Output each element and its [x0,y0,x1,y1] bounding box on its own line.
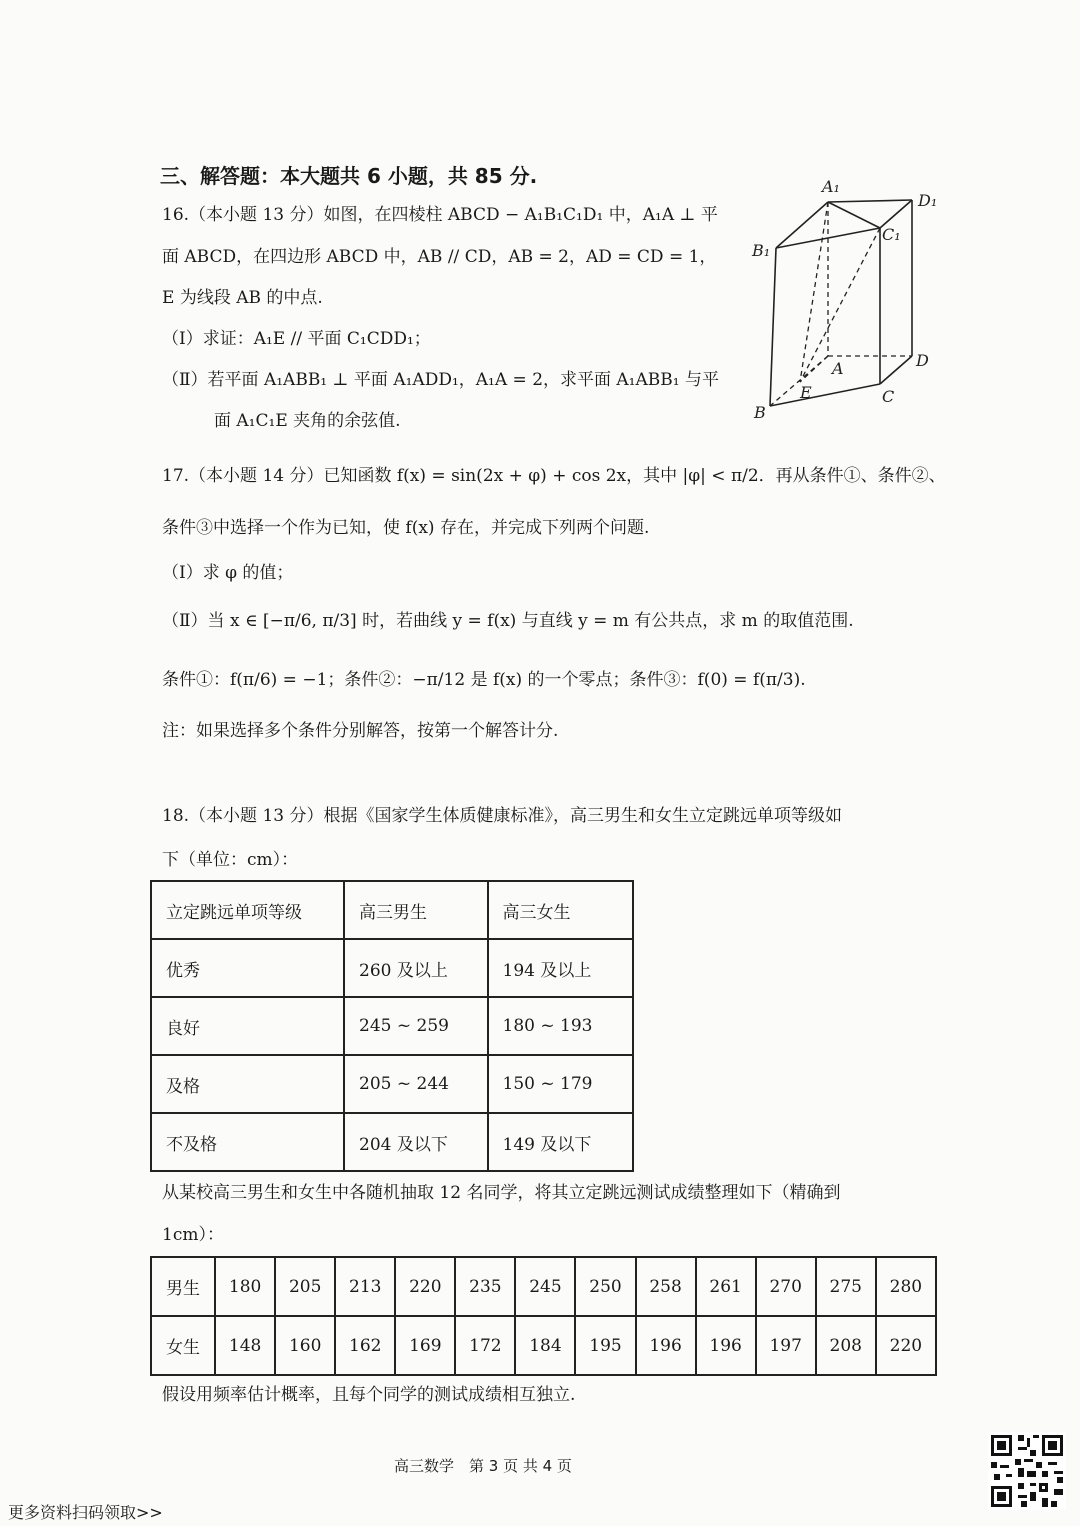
score-cell: 258 [636,1257,696,1316]
table-row [151,997,633,1055]
score-cell: 169 [395,1316,455,1375]
table-cell: 194 及以上 [488,939,633,997]
table-row [151,1055,633,1113]
q16-part-1: （Ⅰ）求证：A₁E // 平面 C₁CDD₁； [162,329,431,349]
q17-part-2: （Ⅱ）当 x ∈ [−π/6, π/3] 时，若曲线 y = f(x) 与直线 y = m 有公共点，求 m 的取值范围. [162,611,854,631]
score-cell: 220 [395,1257,455,1316]
table-cell: 205 ~ 244 [344,1055,487,1113]
row-label: 女生 [151,1316,215,1375]
q16-line-2: 面 ABCD，在四边形 ABCD 中，AB // CD，AB = 2，AD = CD = 1， [162,247,717,267]
score-cell: 148 [215,1316,275,1375]
label-A1: A₁ [822,177,840,196]
table-cell: 245 ~ 259 [344,997,487,1055]
score-cell: 280 [876,1257,936,1316]
score-cell: 235 [455,1257,515,1316]
table-header: 高三女生 [488,881,633,939]
score-cell: 180 [215,1257,275,1316]
score-cell: 261 [696,1257,756,1316]
label-B: B [754,403,766,422]
table-header: 立定跳远单项等级 [151,881,344,939]
q17-line-1: 17.（本小题 14 分）已知函数 f(x) = sin(2x + φ) + cos 2x，其中 |φ| < π/2．再从条件①、条件②、 [162,466,946,486]
prism-figure [748,172,948,428]
score-cell: 172 [455,1316,515,1375]
score-cell: 197 [756,1316,816,1375]
score-cell: 196 [636,1316,696,1375]
q16-part-2b: 面 A₁C₁E 夹角的余弦值. [214,411,401,431]
q18-line-1: 18.（本小题 13 分）根据《国家学生体质健康标准》，高三男生和女生立定跳远单项等级如 [162,806,842,826]
qr-code-icon[interactable] [988,1432,1066,1510]
scores-table [150,1256,937,1376]
table-cell: 150 ~ 179 [488,1055,633,1113]
label-D: D [916,351,929,370]
table-cell: 149 及以下 [488,1113,633,1171]
standard-table [150,880,634,1172]
label-D1: D₁ [918,191,938,210]
q17-part-1: （Ⅰ）求 φ 的值； [162,563,294,583]
row-label: 男生 [151,1257,215,1316]
score-cell: 250 [575,1257,635,1316]
score-cell: 245 [515,1257,575,1316]
score-cell: 275 [816,1257,876,1316]
table-cell: 不及格 [151,1113,344,1171]
q17-conditions: 条件①：f(π/6) = −1；条件②：−π/12 是 f(x) 的一个零点；条件③：f(0) = f(π/3). [162,670,806,690]
score-cell: 270 [756,1257,816,1316]
table-header: 高三男生 [344,881,487,939]
section-title: 三、解答题：本大题共 6 小题，共 85 分. [160,164,538,188]
table-cell: 良好 [151,997,344,1055]
table-cell: 180 ~ 193 [488,997,633,1055]
score-cell: 162 [335,1316,395,1375]
table-row [151,1113,633,1171]
table-cell: 及格 [151,1055,344,1113]
q16-part-2a: （Ⅱ）若平面 A₁ABB₁ ⊥ 平面 A₁ADD₁，A₁A = 2，求平面 A₁ABB₁ 与平 [162,370,719,390]
page-footer: 高三数学 第 3 页 共 4 页 [394,1457,572,1475]
q18-line-5: 假设用频率估计概率，且每个同学的测试成绩相互独立. [162,1385,576,1405]
table-cell: 优秀 [151,939,344,997]
table-row-boys [151,1257,936,1316]
label-E: E [800,383,812,402]
table-row-girls [151,1316,936,1375]
table-row [151,939,633,997]
more-resources-link[interactable]: 更多资料扫码领取>> [8,1503,163,1522]
q18-line-3: 从某校高三男生和女生中各随机抽取 12 名同学，将其立定跳远测试成绩整理如下（精确到 [162,1183,841,1203]
score-cell: 220 [876,1316,936,1375]
label-C: C [882,387,895,406]
table-cell: 260 及以上 [344,939,487,997]
score-cell: 160 [275,1316,335,1375]
score-cell: 184 [515,1316,575,1375]
score-cell: 205 [275,1257,335,1316]
table-header-row [151,881,633,939]
score-cell: 213 [335,1257,395,1316]
label-A: A [832,359,844,378]
label-B1: B₁ [752,241,771,260]
q17-line-2: 条件③中选择一个作为已知，使 f(x) 存在，并完成下列两个问题. [162,518,650,538]
score-cell: 196 [696,1316,756,1375]
q18-line-4: 1cm）： [162,1225,224,1245]
label-C1: C₁ [882,225,901,244]
q18-line-2: 下（单位：cm）： [162,850,299,870]
q17-note: 注：如果选择多个条件分别解答，按第一个解答计分. [162,721,559,741]
table-cell: 204 及以下 [344,1113,487,1171]
score-cell: 208 [816,1316,876,1375]
q16-line-1: 16.（本小题 13 分）如图，在四棱柱 ABCD − A₁B₁C₁D₁ 中，A₁A ⊥ 平 [162,205,718,225]
score-cell: 195 [575,1316,635,1375]
q16-line-3: E 为线段 AB 的中点. [162,288,323,308]
